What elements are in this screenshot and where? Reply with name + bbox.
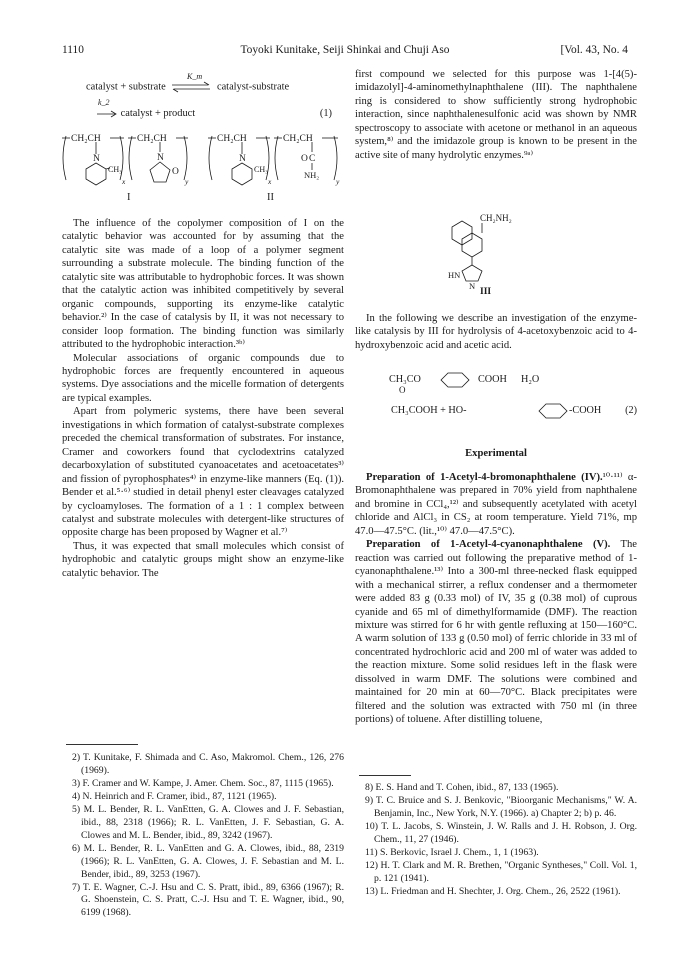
footnote-10: 10) T. L. Jacobs, S. Winstein, J. W. Ralls and J. H. Robson, J. Org. Chem., 11, 27 (1946). [365, 820, 637, 845]
forward-arrow [96, 109, 118, 119]
eq2-cooh: COOH [478, 374, 507, 385]
right-para2-block [355, 312, 637, 352]
running-header [62, 44, 628, 60]
struct-ii-y-sub: y [336, 177, 340, 186]
struct-ii-n-atom: N [239, 154, 246, 164]
struct-ii-nh2: NH₂ [304, 170, 320, 180]
experiment-1-title: Preparation of 1-Acetyl-4-bromonaphthalene (IV). [366, 472, 603, 483]
struct-ii-chain-1: CH₂CH [217, 134, 247, 144]
eq2-reactant: CH₃CO [389, 374, 421, 385]
left-paragraph-4: Thus, it was expected that small molecules which consist of hydrophobic and catalytic groups might show an enzyme-like catalytic behavior. The [62, 540, 344, 579]
struct-i-ch3: CH₃ [108, 165, 122, 174]
experiment-2-title: Preparation of 1-Acetyl-4-cyanonaphthalene (V). [366, 539, 611, 551]
polymer-structures [62, 132, 344, 204]
struct-i-n-atom: N [93, 154, 100, 164]
structure-iii [440, 213, 550, 297]
footnote-7: 7) T. E. Wagner, C.-J. Hsu and C. S. Pratt, ibid., 89, 6366 (1967); R. G. Shoenstein, C. S. Pratt, C.-J. Hsu and T. E. Wagner, ibid., 90, 6199 (1968). [72, 881, 344, 919]
footnote-5: 5) M. L. Bender, R. L. VanEtten, G. A. Clowes and J. F. Sebastian, ibid., 88, 2318 (1966); R. L. VanEtten, J. F. Sebastian, G. A. Clowes and M. L. Bender, ibid., 89, 3242 (1967). [72, 803, 344, 841]
struct-i-chain-2: CH₂CH [137, 134, 167, 144]
experimental-body [355, 471, 637, 727]
struct-ii-c-atom: C [309, 154, 316, 164]
footnote-9: 9) T. C. Bruice and S. J. Benkovic, "Bioorganic Mechanisms," W. A. Benjamin, Inc., New York, N.Y. (1966). a) Chapter 2; b) p. 46. [365, 794, 637, 819]
footnote-8: 8) E. S. Hand and T. Cohen, ibid., 87, 133 (1965). [365, 782, 559, 793]
eq2-product1: CH₃COOH + HO- [391, 405, 467, 416]
eq1-reactants: catalyst + substrate [86, 81, 166, 93]
structure-iii-label: III [480, 287, 492, 297]
experiment-1 [355, 471, 637, 538]
struct-i-x-sub: x [122, 177, 126, 186]
right-paragraph-2: In the following we describe an investigation of the enzyme-like catalysis by III for hydrolysis of 4-acetoxybenzoic acid to 4-hydroxybenzoic acid and acetic acid. [355, 313, 637, 351]
footnote-3: 3) F. Cramer and W. Kampe, J. Amer. Chem. Soc., 87, 1115 (1965). [72, 777, 334, 789]
eq2-product2: -COOH [569, 405, 602, 416]
journal-volume: [Vol. 43, No. 4 [560, 44, 628, 56]
footnote-2: 2) T. Kunitake, F. Shimada and C. Aso, Makromol. Chem., 126, 276 (1969). [72, 752, 344, 776]
equilibrium-arrow [168, 80, 214, 94]
left-paragraph-2: Molecular associations of organic compounds due to hydrophobic forces are frequently encountered in aqueous systems. Dye associations and the micelle formation of detergents are typical examples. [62, 352, 344, 404]
experiment-2 [355, 538, 637, 726]
struct-i-pyrrolidone-n: N [157, 153, 164, 163]
left-footnotes [62, 752, 344, 920]
left-footnote-rule [66, 744, 138, 745]
eq1-km-label: K_m [187, 72, 203, 81]
eq2-benzene-ring-2 [533, 401, 573, 421]
right-paragraph-1: first compound we selected for this purpose was 1-[4(5)-imidazolyl]-4-aminomethylnaphthalene (III). The naphthalene ring is considered to show sufficiently strong hydrophobic interaction, since naphthalenesulfonic acid was shown by NMR spectroscopy to associate with acetone or methanol in an aqueous system,⁸⁾ and the imidazole group is known to be present in the active site of many hydrolytic enzymes.⁹ᵃ⁾ [355, 69, 637, 161]
experiment-1-refs: ¹⁰·¹¹⁾ [602, 472, 623, 483]
equation-1-line-2 [96, 108, 195, 119]
footnote-13: 13) L. Friedman and H. Shechter, J. Org. Chem., 26, 2522 (1961). [365, 885, 621, 897]
eq1-complex: catalyst-substrate [216, 81, 290, 93]
struct-ii-x-sub: x [268, 177, 272, 186]
eq1-number: (1) [319, 108, 332, 119]
footnote-12: 12) H. T. Clark and M. R. Brethen, "Organic Syntheses," Coll. Vol. 1, p. 121 (1941). [365, 859, 637, 884]
eq1-products: catalyst + product [120, 108, 196, 119]
equation-2 [355, 374, 637, 422]
footnote-11: 11) S. Berkovic, Israel J. Chem., 1, 1 (1963). [365, 846, 539, 858]
struct-ii-chain-2: CH₂CH [283, 134, 313, 144]
right-footnote-rule [359, 775, 411, 776]
left-paragraph-1: The influence of the copolymer composition of I on the catalytic behavior was accounted for by assuming that the catalytic site was made of a loop of a polymer segment surrounding a substrate molecule. The binding function of the catalytic site was attributable to hydrophobic forces. It was shown that the catalytic action was inhibited competitively by several organic compounds, supporting its enzyme-like catalytic behavior.²⁾ In the case of catalysis by II, it was not necessary to consider loop formation. The binding function was similarly attributed to the hydrophobic interaction.³ᵇ⁾ [62, 218, 344, 351]
struct-i-y-sub: y [185, 177, 189, 186]
struct-i-chain-1: CH₂CH [71, 134, 101, 144]
eq2-benzene-ring-1 [435, 370, 475, 390]
footnote-4: 4) N. Heinrich and F. Cramer, ibid., 87, 1121 (1965). [72, 790, 277, 802]
experiment-2-text: The reaction was carried out following the preparative method of 1-cyanonaphthalene.¹³⁾ Into a 300-ml three-necked flask equipped with a mechanical stirrer, a reflux condenser and a thermometer were added 83 g (0.33 mol) of IV, 35 g (0.38 mol) of cuprous cyanide and 65 ml of dimethylformamide (DMF). The reaction mixture was stirred for 6 hr with gentle refluxing at 150—160°C. A warm solution of 133 g (0.50 mol) of ferric chloride in 33 ml of concentrated hydrochloric acid and 200 ml of water was added to the reaction mixture. Some solid residues left in the flask were dissolved in warm DMF. The solutions were combined and maintained for 20 min at 60—70°C. Black precipitates were filtered and the solution was extracted with 750 ml (in three portions) of toluene. After distilling toluene, [355, 539, 637, 726]
struct-ii-ch3: CH₃ [254, 165, 268, 174]
left-paragraph-3: Apart from polymeric systems, there have been several investigations in which formation of catalyst-substrate complexes preceded the chemical transformation of substrates. For instance, Cramer and coworkers found that cyclodextrins catalyzed decarboxylation of substituted cyanoacetates and acetoacetates³⁾ and fission of pyrophosphates⁴⁾ in enzyme-like manners (Eq. (1)). Bender et al.⁵·⁶⁾ studied in detail phenyl ester cleavages catalyzed by cycloamyloses. The formation of a 1 : 1 complex between catalyst and substrate molecules with detergent-like structures of opposite charge has been proposed by Wagner et al.⁷⁾ [62, 406, 344, 539]
right-footnotes [355, 782, 637, 899]
eq2-water: H₂O [521, 374, 540, 385]
eq1-k2-label: k_2 [98, 98, 110, 107]
iii-hn: HN [448, 270, 461, 280]
equation-1-line-1 [86, 80, 289, 94]
struct-i-o-atom: O [172, 167, 179, 177]
iii-ch2nh2: CH₂NH₂ [480, 213, 512, 223]
struct-ii-o-atom: O [301, 154, 308, 164]
experiment-1-text: α-Bromonaphthalene was prepared in 70% yield from naphthalene and bromine in CCl₄,¹²⁾ and subsequently acetylated with acetyl chloride and AlCl₃ in CS₂ at room temperature. Yield 71%, mp 47.0—47.5°C. (lit.,¹⁰⁾ 47.0—47.5°C). [355, 472, 637, 537]
running-authors: Toyoki Kunitake, Seiji Shinkai and Chuji Aso [240, 44, 450, 56]
left-column-body [62, 217, 344, 580]
page-number: 1110 [62, 44, 84, 56]
struct-label-ii: II [267, 192, 274, 203]
eq2-number: (2) [625, 405, 637, 416]
footnote-6: 6) M. L. Bender, R. L. VanEtten and G. A. Clowes, ibid., 88, 2319 (1966); R. L. VanEtten, G. A. Clowes, J. F. Sebastian and M. L. Bender, ibid., 89, 3253 (1967). [72, 842, 344, 880]
right-intro [355, 68, 637, 162]
iii-n: N [469, 281, 476, 291]
eq2-carbonyl-o: O [399, 385, 406, 395]
struct-label-i: I [127, 192, 131, 203]
section-heading-experimental: Experimental [465, 448, 527, 459]
